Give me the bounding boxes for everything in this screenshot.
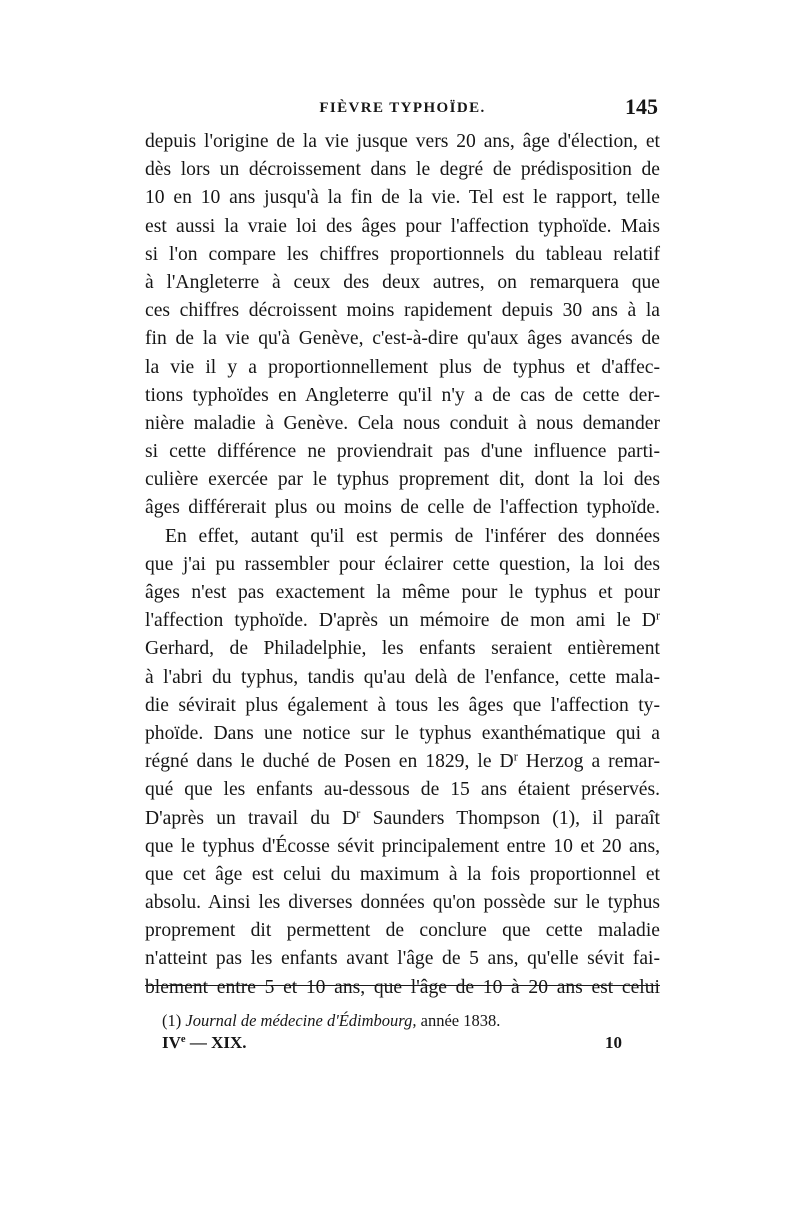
text-line: qué que les enfants au-dessous de 15 ans étaient préservés. [145, 779, 660, 801]
signature-sheet: — XIX. [185, 1033, 247, 1052]
text-line: fin de la vie qu'à Genève, c'est-à-dire qu'aux âges avancés de [145, 328, 660, 350]
text-line: tions typhoïdes en Angleterre qu'il n'y a de cas de cette der- [145, 384, 660, 406]
text-line: n'atteint pas les enfants avant l'âge de 5 ans, qu'elle sévit fai- [145, 948, 660, 970]
text-line: que j'ai pu rassembler pour éclairer cette question, la loi des [145, 553, 660, 575]
footnote-marker: (1) [162, 1011, 182, 1030]
text-line [145, 805, 660, 833]
text-line: que le typhus d'Écosse sévit principalement entre 10 et 20 ans, [145, 835, 660, 857]
gathering-number: 10 [605, 1033, 622, 1052]
paragraph-1 [145, 128, 660, 523]
text-line: culière exercée par le typhus proprement dit, dont la loi des [145, 469, 660, 491]
text-line: depuis l'origine de la vie jusque vers 20 ans, âge d'élection, et [145, 131, 660, 152]
text-line: die sévirait plus également à tous les âges que l'affection ty- [145, 694, 660, 716]
text-fragment: l'affection typhoïde. D'après un mémoire de mon ami le D [145, 610, 656, 632]
text-fragment: régné dans le duché de Posen en 1829, le D [145, 751, 514, 773]
page-number: 145 [625, 94, 658, 119]
text-line: si l'on compare les chiffres proportionnels du tableau relatif [145, 243, 660, 265]
text-line: absolu. Ainsi les diverses données qu'on possède sur le typhus [145, 892, 660, 914]
text-line: à l'Angleterre à ceux des deux autres, on remarquera que [145, 271, 660, 293]
text-line: 10 en 10 ans jusqu'à la fin de la vie. Tel est le rapport, telle [145, 187, 660, 209]
text-line: est aussi la vraie loi des âges pour l'affection typhoïde. Mais [145, 215, 660, 237]
superscript: e [180, 1034, 186, 1046]
text-line: la vie il y a proportionnellement plus de typhus et d'affec- [145, 356, 660, 378]
text-line: phoïde. Dans une notice sur le typhus exanthématique qui a [145, 722, 660, 744]
footnote [162, 1010, 660, 1032]
footnote-year: année 1838. [420, 1011, 501, 1030]
footnote-source: Journal de médecine d'Édimbourg, [185, 1011, 417, 1030]
body-text [145, 128, 660, 1002]
text-line: âges n'est pas exactement la même pour le typhus et pour [145, 582, 660, 603]
text-fragment: Herzog a remar- [517, 751, 660, 773]
text-line: En effet, autant qu'il est permis de l'inférer des données [165, 525, 660, 547]
signature-mark [162, 1033, 247, 1053]
text-line [145, 607, 660, 635]
text-fragment: D'après un travail du D [145, 807, 357, 829]
text-line: Gerhard, de Philadelphie, les enfants seraient entièrement [145, 638, 660, 660]
text-fragment: Saunders Thompson (1), il paraît [360, 807, 660, 829]
footnote-divider [145, 985, 660, 986]
text-line: nière maladie à Genève. Cela nous conduit à nous demander [145, 412, 660, 434]
superscript: r [356, 805, 361, 820]
paragraph-2 [145, 523, 660, 1002]
superscript: r [655, 608, 660, 623]
text-line: proprement dit permettent de conclure que cette maladie [145, 920, 660, 942]
text-line: âges différerait plus ou moins de celle de l'affection typhoïde. [145, 497, 660, 519]
superscript: r [513, 749, 518, 764]
text-line: ces chiffres décroissent moins rapidement depuis 30 ans à la [145, 300, 660, 322]
text-line: que cet âge est celui du maximum à la fois proportionnel et [145, 863, 660, 885]
text-line [145, 748, 660, 776]
text-line: dès lors un décroissement dans le degré de prédisposition de [145, 159, 660, 181]
text-line: blement entre 5 et 10 ans, que l'âge de 10 à 20 ans est celui [145, 976, 660, 998]
text-line: si cette différence ne proviendrait pas d'une influence parti- [145, 441, 660, 463]
signature-line [162, 1033, 622, 1059]
running-title: FIÈVRE TYPHOÏDE. [319, 100, 486, 116]
text-line: à l'abri du typhus, tandis qu'au delà de l'enfance, cette mala- [145, 666, 660, 688]
running-head [145, 94, 660, 124]
signature-volume: IV [162, 1033, 181, 1052]
